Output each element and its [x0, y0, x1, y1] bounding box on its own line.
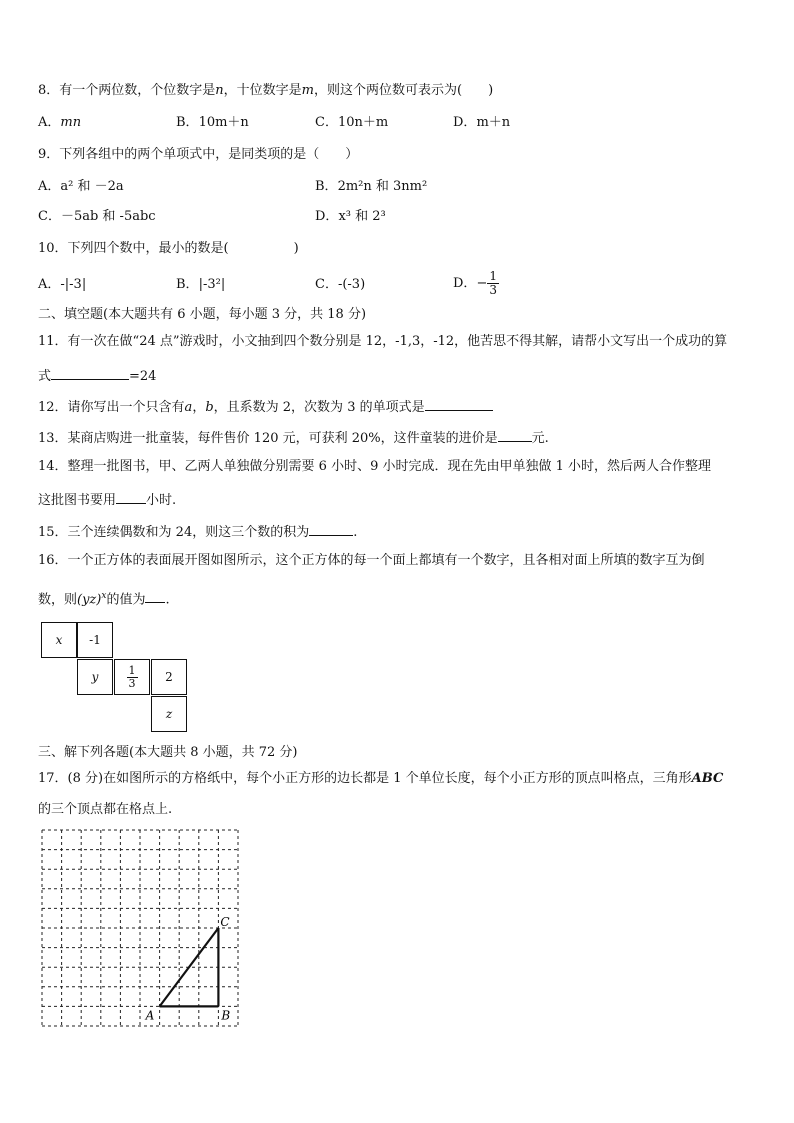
q14-line2: 这批图书要用 小时.: [38, 489, 176, 510]
q9-option-b: B．2m²n 和 3nm²: [315, 179, 428, 194]
cube-net-figure: [41, 622, 191, 734]
q15-answer-blank[interactable]: [309, 521, 353, 536]
q16-line1: 16．一个正方体的表面展开图如图所示，这个正方体的每一个面上都填有一个数字，且各相对面上所填的数字互为倒: [38, 553, 705, 568]
q11-line2: 式 =24: [38, 365, 156, 386]
q8-stem: 8．有一个两位数，个位数字是n，十位数字是m，则这个两位数可表示为( ): [38, 83, 494, 98]
q12-stem: 12．请你写出一个只含有a，b，且系数为 2，次数为 3 的单项式是: [38, 396, 493, 417]
net-cell-x: x: [41, 622, 77, 658]
q8-option-a: A．mn: [38, 115, 82, 130]
q10-option-d: D．− $\frac{1}{3}$: [453, 269, 497, 297]
vertex-label-c: C: [220, 915, 230, 929]
net-cell-y: y: [77, 659, 113, 695]
net-cell-one-third: $\frac{1}{3}$: [114, 659, 150, 695]
q12-answer-blank[interactable]: [425, 396, 493, 411]
q13-stem: 13．某商店购进一批童装，每件售价 120 元，可获利 20%，这件童装的进价是 元.: [38, 427, 549, 448]
q17-line2: 的三个顶点都在格点上.: [38, 802, 173, 817]
grid-lines: [42, 830, 238, 1026]
q11-answer-blank[interactable]: [51, 365, 129, 380]
q16-answer-blank[interactable]: [145, 588, 165, 603]
q15-stem: 15．三个连续偶数和为 24，则这三个数的积为 .: [38, 521, 357, 542]
net-cell-z: z: [151, 696, 187, 732]
q8-option-d: D．m＋n: [453, 115, 511, 130]
q8-option-c: C．10n＋m: [315, 115, 389, 130]
q9-stem: 9．下列各组中的两个单项式中，是同类项的是（ ）: [38, 147, 359, 162]
q16-line2: 数，则(yz)$^x$的值为 .: [38, 587, 170, 609]
section-solve-heading: 三、解下列各题(本大题共 8 小题，共 72 分): [38, 745, 298, 760]
q10-stem: 10．下列四个数中，最小的数是( ): [38, 241, 299, 256]
section-fill-in-heading: 二、填空题(本大题共有 6 小题，每小题 3 分，共 18 分): [38, 307, 367, 322]
net-cell-two: 2: [151, 659, 187, 695]
grid-paper-figure: [40, 828, 244, 1028]
q8-option-b: B．10m＋n: [176, 115, 249, 130]
q14-answer-blank[interactable]: [116, 489, 146, 504]
q11-line1: 11．有一次在做“24 点”游戏时，小文抽到四个数分别是 12，-1,3，-12，他苦思不得其解，请帮小文写出一个成功的算: [38, 334, 728, 349]
vertex-label-b: B: [221, 1008, 231, 1023]
q10-fraction: $\frac{1}{3}$: [489, 269, 497, 297]
q17-line1: 17．(8 分)在如图所示的方格纸中，每个小正方形的边长都是 1 个单位长度，每个小正方形的顶点叫格点，三角形ABC: [38, 771, 724, 786]
q9-option-a: A．a² 和 －2a: [38, 179, 124, 194]
q14-line1: 14．整理一批图书，甲、乙两人单独做分别需要 6 小时、9 小时完成．现在先由甲单独做 1 小时，然后两人合作整理: [38, 459, 712, 474]
q13-answer-blank[interactable]: [498, 427, 532, 442]
net-cell-neg1: -1: [77, 622, 113, 658]
q9-option-c: C．－5ab 和 -5abc: [38, 209, 156, 224]
q10-option-b: B．|-3²|: [176, 277, 226, 292]
q10-option-c: C．-(-3): [315, 277, 366, 292]
q10-option-a: A．-|-3|: [38, 277, 87, 292]
q9-option-d: D．x³ 和 2³: [315, 209, 386, 224]
vertex-label-a: A: [145, 1008, 155, 1023]
